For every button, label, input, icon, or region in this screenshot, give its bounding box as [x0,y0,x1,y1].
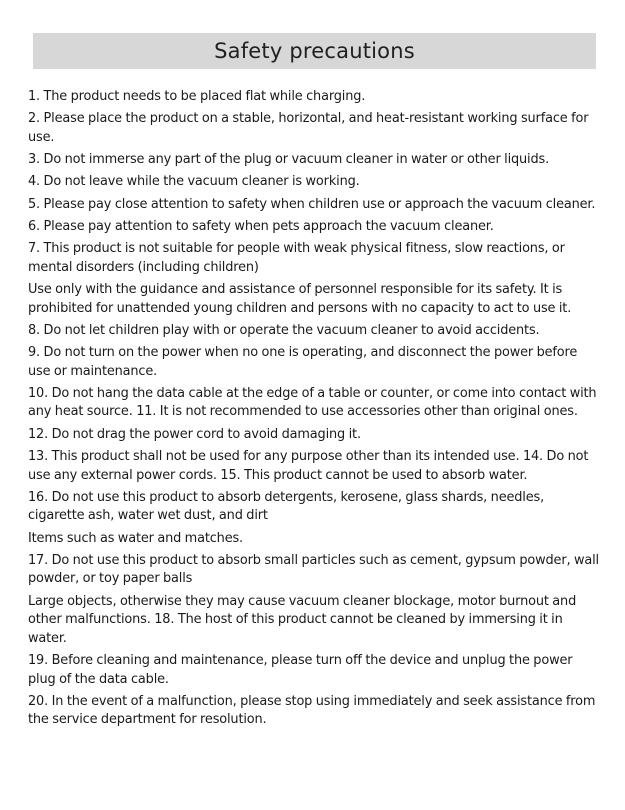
precaution-item: 17. Do not use this product to absorb small particles such as cement, gypsum powder, wall powder, or toy paper balls [28,552,599,587]
precaution-item: 9. Do not turn on the power when no one is operating, and disconnect the power before use or maintenance. [28,345,578,379]
precaution-item: 8. Do not let children play with or operate the vacuum cleaner to avoid accidents. [28,322,540,338]
precaution-item: 3. Do not immerse any part of the plug or vacuum cleaner in water or other liquids. [28,152,550,168]
precaution-item: 1. The product needs to be placed flat while charging. [28,89,366,104]
precaution-item: Large objects, otherwise they may cause vacuum cleaner blockage, motor burnout and other malfunctions. 18. The host of this product cannot be cleaned by immersing it in water. [28,593,577,646]
precaution-item: 20. In the event of a malfunction, please stop using immediately and seek assistance from the service department for resolution. [28,693,596,728]
precaution-item: 6. Please pay attention to safety when pets approach the vacuum cleaner. [28,218,494,234]
precaution-item: 16. Do not use this product to absorb detergents, kerosene, glass shards, needles, cigarette ash, water wet dust, and dirt [28,489,545,524]
precaution-item: 19. Before cleaning and maintenance, please turn off the device and unplug the power plug of the data cable. [28,653,573,687]
precaution-item: 7. This product is not suitable for people with weak physical fitness, slow reactions, or mental disorders (including children) [28,241,565,275]
precaution-item: 5. Please pay close attention to safety when children use or approach the vacuum cleaner. [28,196,596,212]
precaution-item: 12. Do not drag the power cord to avoid damaging it. [28,426,361,442]
precaution-item: Items such as water and matches. [28,530,243,546]
precaution-item: Use only with the guidance and assistance of personnel responsible for its safety. It is prohibited for unattended young children and persons with no capacity to act to use it. [28,282,572,316]
title-banner [33,33,596,69]
precaution-item: 4. Do not leave while the vacuum cleaner is working. [28,174,360,190]
precaution-item: 2. Please place the product on a stable, horizontal, and heat-resistant working surface for use. [28,111,589,145]
page-title: Safety precautions [214,39,415,63]
precautions-list [28,88,602,734]
precaution-item: 13. This product shall not be used for any purpose other than its intended use. 14. Do not use any external power cords. 15. This product cannot be used to absorb water. [28,449,589,483]
precaution-item: 10. Do not hang the data cable at the edge of a table or counter, or come into contact with any heat source. 11. It is not recommended to use accessories other than original ones. [28,385,597,420]
